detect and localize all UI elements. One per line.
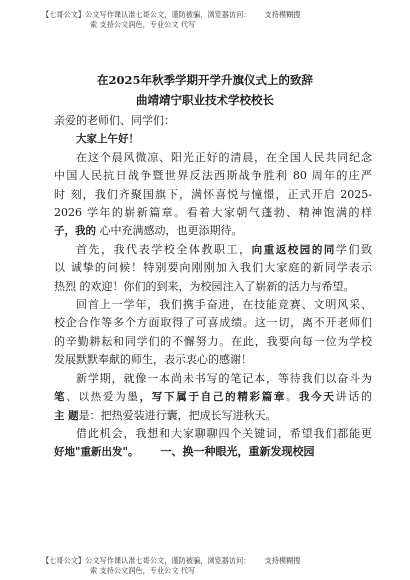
paragraph-line: 在这个晨风微凉、阳光正好的清晨，在全国人民共同纪念	[76, 150, 372, 164]
paragraph-line: 的辛勤耕耘和同学们的不懈努力。在此，我要向每一位为学校	[54, 334, 372, 348]
paragraph-5	[54, 425, 372, 462]
paragraph-line: 回首上一学年，我们携手奋进，在技能竞赛、文明风采、	[76, 298, 372, 312]
paragraph-line: 校企合作等多个方面取得了可喜成绩。这一切，离不开老师们	[54, 316, 372, 330]
paragraph-line: 好地"重新出发"。 一、换一种眼光，重新发现校园	[54, 445, 315, 459]
paragraph-line: 热烈 的欢迎！你们的到来，为校园注入了崭新的活力与希望。	[54, 279, 355, 293]
paragraph-line: 新学期，就像一本尚未书写的笔记本，等待我们以奋斗为	[76, 371, 372, 385]
watermark-footer	[0, 556, 410, 576]
paragraph-line: 主 题是：把热爱装进行囊，把成长写进秋天。	[54, 408, 277, 422]
document-subtitle: 曲靖靖宁职业技术学校校长	[136, 93, 274, 107]
document-title: 在2025年秋季学期开学升旗仪式上的致辞	[96, 73, 313, 87]
paragraph-line: 发展默默奉献的师生，表示衷心的感谢！	[54, 353, 252, 367]
footer-line-1: 【七哥公文】公文写作课认准七哥公文，谨防被骗，浏览器访问：	[42, 556, 251, 565]
salutation: 亲爱的老师们、同学们：	[54, 114, 175, 127]
paragraph-line: 首先，我代表学校全体教职工，向重返校园的同学们致	[76, 242, 373, 256]
paragraph-line: 2026 学年的崭新篇章。看着大家朝气蓬勃、精神饱满的样	[54, 206, 372, 220]
paragraph-1	[54, 149, 372, 241]
paragraph-line: 子，我的 心中充满感动，也更添期待。	[54, 224, 243, 238]
document-body	[54, 112, 372, 462]
section-heading-1: 一、换一种眼光，重新发现校园	[160, 445, 315, 459]
footer-line-2: 索 支持公文润色，专业公文 代写	[90, 566, 196, 575]
footer-line-1-tail: 支持模糊搜	[264, 556, 301, 565]
greeting: 大家上午好！	[76, 133, 139, 146]
header-line-1: 【七哥公文】公文写作课认准七哥公文，谨防被骗，浏览器访问：	[42, 10, 251, 19]
watermark-header	[0, 10, 410, 30]
header-line-1-tail: 支持模糊搜	[264, 10, 301, 19]
paragraph-line: 笔、以热爱为墨，写下属于自己的精彩篇章。我今天讲话的	[54, 390, 373, 404]
header-line-2: 索 支持公文润色，专业公文 代写	[90, 20, 196, 29]
paragraph-line: 以 诚挚的问候！特别要向刚刚加入我们大家庭的新同学表示	[54, 261, 372, 275]
paragraph-line: 时 刻，我们齐聚国旗下，满怀喜悦与憧憬，正式开启 2025-	[54, 187, 372, 201]
paragraph-2	[54, 241, 372, 296]
paragraph-3	[54, 296, 372, 370]
paragraph-line: 借此机会，我想和大家聊聊四个关键词，希望我们都能更	[76, 426, 372, 440]
paragraph-line: 中国人民抗日战争暨世界反法西斯战争胜利 80 周年的庄严	[54, 169, 372, 183]
paragraph-4	[54, 370, 372, 425]
